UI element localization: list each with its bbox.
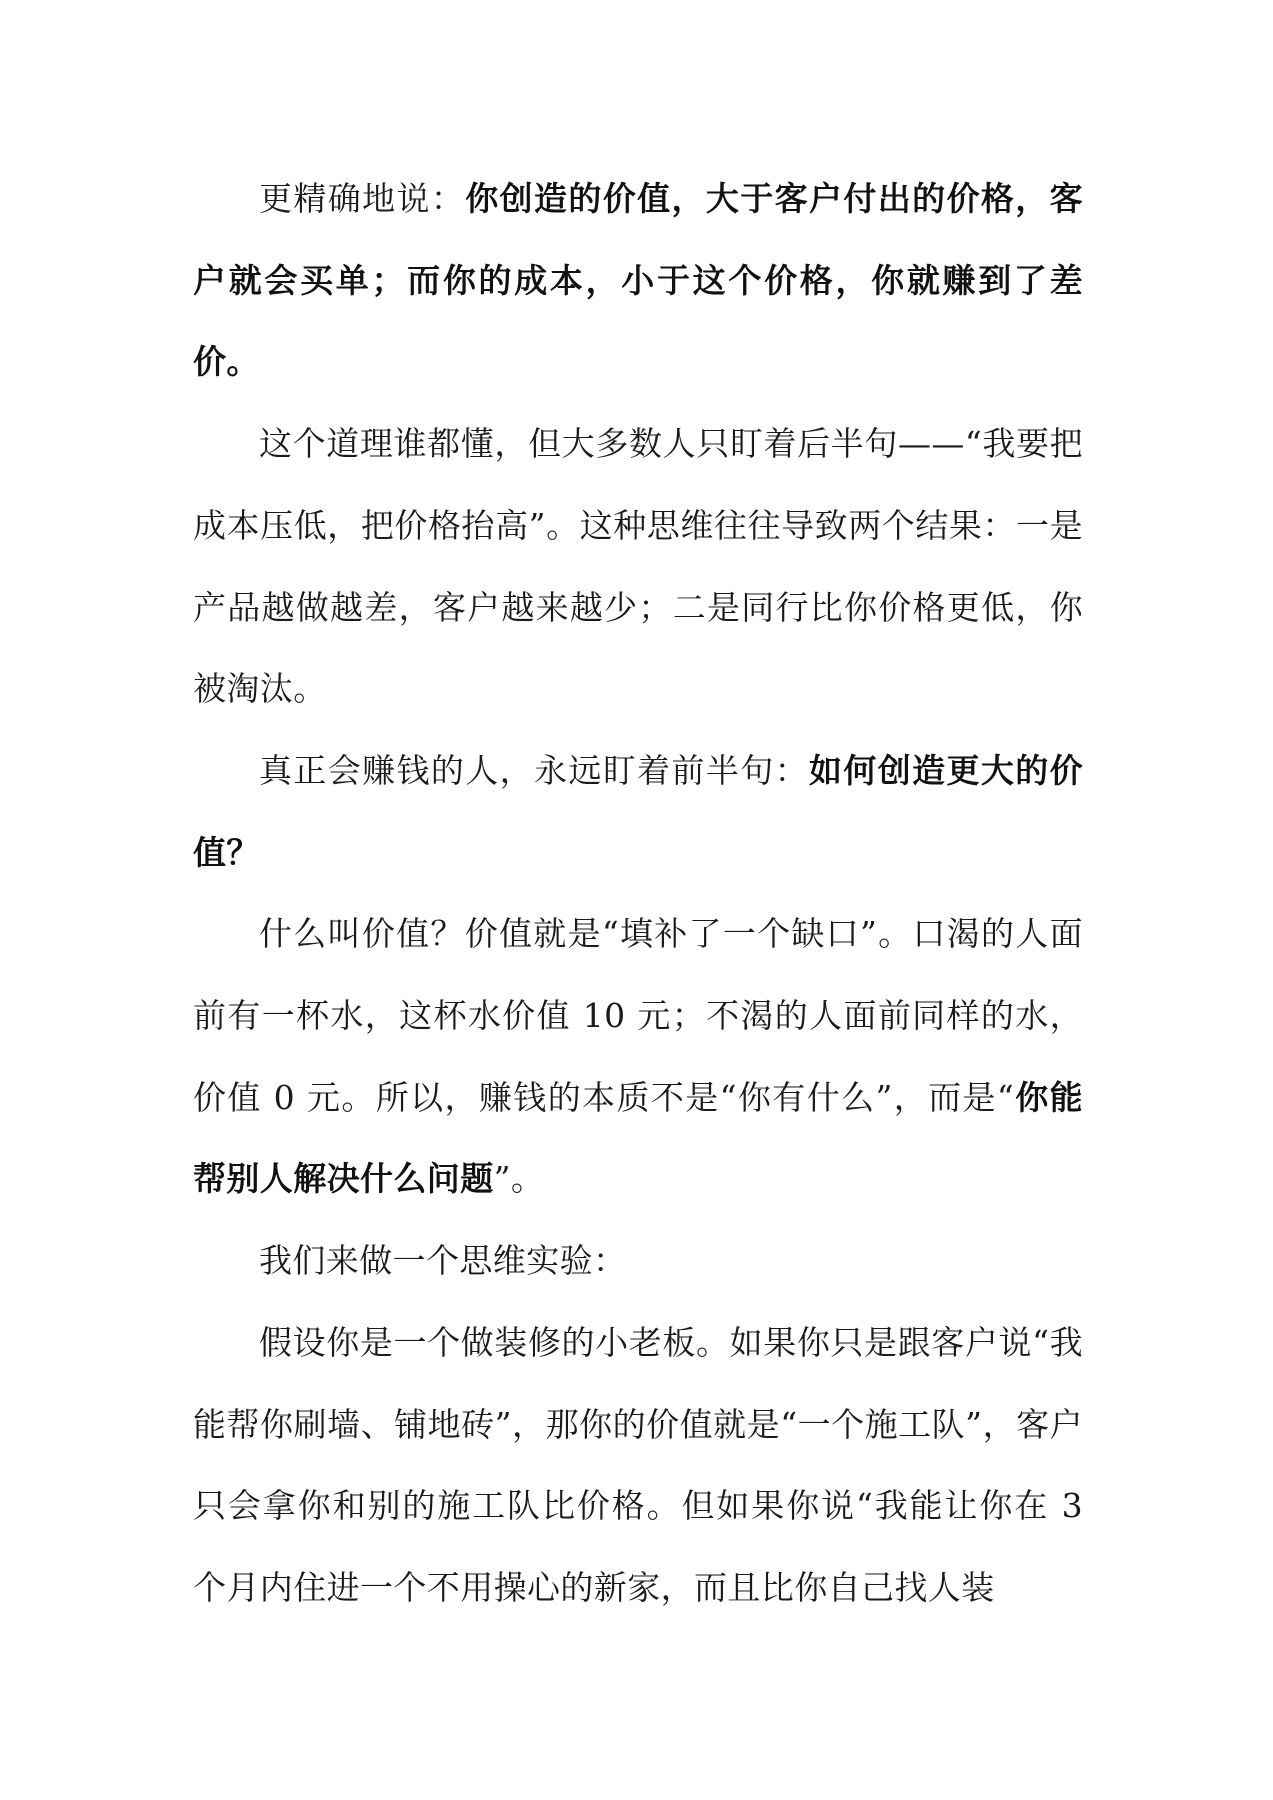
paragraph-2: [193, 403, 1083, 730]
paragraph-2-text: 这个道理谁都懂，但大多数人只盯着后半句——“我要把成本压低，把价格抬高”。这种思维往往导致两个结果：一是产品越做越差，客户越来越少；二是同行比你价格更低，你被淘汰。: [193, 424, 1083, 709]
paragraph-3: [193, 730, 1083, 893]
paragraph-5: [193, 1220, 1083, 1302]
paragraph-5-text: 我们来做一个思维实验：: [259, 1241, 627, 1281]
paragraph-1: [193, 158, 1083, 403]
paragraph-4-text: 什么叫价值？价值就是“填补了一个缺口”。口渴的人面前有一杯水，这杯水价值 10 元；不渴的人面前同样的水，价值 0 元。所以，赚钱的本质不是“你有什么”，而是“: [193, 914, 1083, 1117]
paragraph-3-bold-text: 如何创造更大的价值？: [193, 750, 1083, 872]
paragraph-6-text: 假设你是一个做装修的小老板。如果你只是跟客户说“我能帮你刷墙、铺地砖”，那你的价值就是“一个施工队”，客户只会拿你和别的施工队比价格。但如果你说“我能让你在 3 个月内住进一个不用操心的新家，而且比你自己找人装: [193, 1322, 1083, 1607]
paragraph-3-text: 真正会赚钱的人，永远盯着前半句：: [259, 750, 809, 790]
paragraph-4-bold-text: 你能帮别人解决什么问题: [193, 1077, 1083, 1199]
paragraph-4-tail-text: ”。: [493, 1159, 545, 1199]
paragraph-4: [193, 893, 1083, 1220]
paragraph-1-text: 更精确地说：: [259, 179, 466, 218]
paragraph-1-bold-text: 你创造的价值，大于客户付出的价格，客户就会买单；而你的成本，小于这个价格，你就赚到了差价。: [193, 179, 1083, 382]
paragraph-6: [193, 1302, 1083, 1629]
body-text: [193, 158, 1083, 1629]
